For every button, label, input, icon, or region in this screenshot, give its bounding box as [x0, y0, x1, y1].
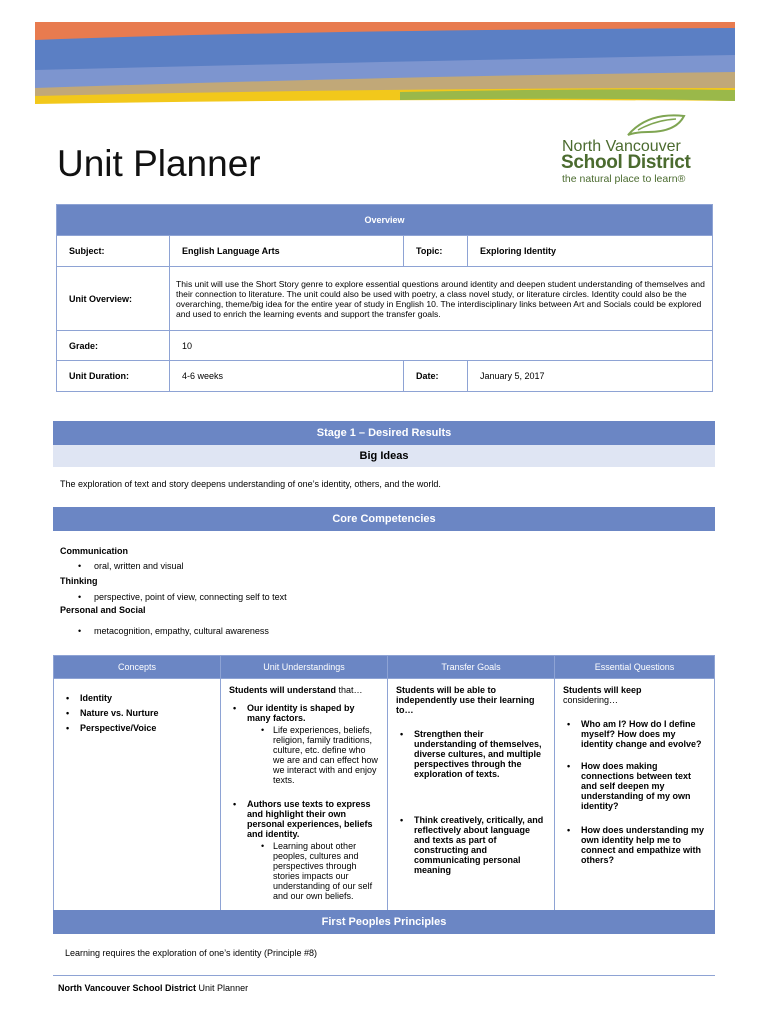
transfer-goals-cell [388, 679, 555, 914]
understandings-cell [221, 679, 388, 914]
transfer-intro: Students will be able to independently use their learning to… [396, 685, 535, 715]
list-item: • Think creatively, critically, and reflectively about language and texts as part of constructing and communicating personal meaning [396, 815, 546, 875]
first-peoples-heading: First Peoples Principles [53, 910, 715, 934]
topic-value: Exploring Identity [468, 236, 713, 267]
list-item: • Who am I? How do I define myself? How does my identity change and evolve? [563, 719, 706, 749]
understandings-intro: Students will understand [229, 685, 337, 695]
duration-value: 4-6 weeks [170, 361, 404, 392]
understandings-table [53, 655, 715, 914]
competency-communication: Communication [60, 546, 129, 556]
understandings-header: Unit Understandings [221, 656, 388, 679]
list-item: • How does making connections between text and self deepen my understanding of my own identity? [563, 761, 706, 811]
questions-intro: Students will keep [563, 685, 642, 695]
list-item: • How does understanding my own identity help me to connect and empathize with others? [563, 825, 706, 865]
leaf-icon [618, 110, 692, 140]
list-item: • Life experiences, beliefs, religion, family traditions, culture, etc. define who we are and can effect how we interact with and enjoy texts. [247, 725, 379, 785]
list-item: • Strengthen their understanding of themselves, diverse cultures, and multiple perspectives through the exploration of texts. [396, 729, 546, 779]
big-ideas-heading: Big Ideas [53, 445, 715, 467]
concepts-cell [54, 679, 221, 914]
competency-personal-social-list [74, 626, 269, 636]
page-title: Unit Planner [57, 143, 261, 184]
header-banner [0, 0, 768, 110]
footer-doc-name: Unit Planner [198, 983, 249, 993]
understanding-main: Our identity is shaped by many factors. [247, 703, 355, 723]
unit-overview-label: Unit Overview: [57, 267, 170, 331]
competency-thinking-list [74, 592, 287, 602]
duration-label: Unit Duration: [57, 361, 170, 392]
grade-value: 10 [170, 331, 713, 361]
logo-line-1: North Vancouver [562, 138, 681, 155]
list-item: • metacognition, empathy, cultural awareness [74, 626, 269, 636]
list-item: • Perspective/Voice [62, 723, 212, 733]
footer-district: North Vancouver School District [58, 983, 197, 993]
competency-personal-social: Personal and Social [60, 605, 146, 615]
list-item: • Identity [62, 693, 212, 703]
subject-value: English Language Arts [170, 236, 404, 267]
concepts-header: Concepts [54, 656, 221, 679]
list-item: • Learning about other peoples, cultures and perspectives through stories impacts our understanding of our self and our own beliefs. [247, 841, 379, 901]
questions-intro-suffix: considering… [563, 695, 619, 705]
transfer-goals-header: Transfer Goals [388, 656, 555, 679]
essential-questions-cell [555, 679, 715, 914]
list-item [229, 703, 379, 785]
big-ideas-text: The exploration of text and story deepens understanding of one’s identity, others, and the world. [60, 479, 441, 489]
logo-line-2: School District [561, 152, 691, 173]
date-value: January 5, 2017 [468, 361, 713, 392]
footer [58, 983, 248, 993]
understandings-intro-suffix: that… [338, 685, 363, 695]
essential-questions-header: Essential Questions [555, 656, 715, 679]
date-label: Date: [404, 361, 468, 392]
subject-label: Subject: [57, 236, 170, 267]
competency-communication-list [74, 561, 184, 571]
list-item: • Nature vs. Nurture [62, 708, 212, 718]
list-item: • perspective, point of view, connecting self to text [74, 592, 287, 602]
grade-label: Grade: [57, 331, 170, 361]
core-competencies-heading: Core Competencies [53, 507, 715, 531]
unit-overview-text: This unit will use the Short Story genre to explore essential questions around identity and deepen student understanding of themselves and their connection to literature. The unit could also be used with poetry, a class novel study, or literature circles. Identity could also be the overarching, theme/big idea for the entire year of study in English 10. The interdisciplinary links between Art and Socials could be explored and used to enrich the learning events and support the transfer goals. [170, 267, 713, 331]
logo-tagline: the natural place to learn® [562, 173, 686, 185]
list-item [229, 799, 379, 901]
district-logo [558, 110, 718, 190]
stage1-heading: Stage 1 – Desired Results [53, 421, 715, 445]
overview-heading: Overview [57, 205, 713, 236]
first-peoples-text: Learning requires the exploration of one’s identity (Principle #8) [65, 948, 317, 958]
topic-label: Topic: [404, 236, 468, 267]
overview-table [56, 204, 713, 392]
understanding-main: Authors use texts to express and highlight their own personal experiences, beliefs and identity. [247, 799, 373, 839]
competency-thinking: Thinking [60, 576, 98, 586]
list-item: • oral, written and visual [74, 561, 184, 571]
footer-divider [53, 975, 715, 976]
